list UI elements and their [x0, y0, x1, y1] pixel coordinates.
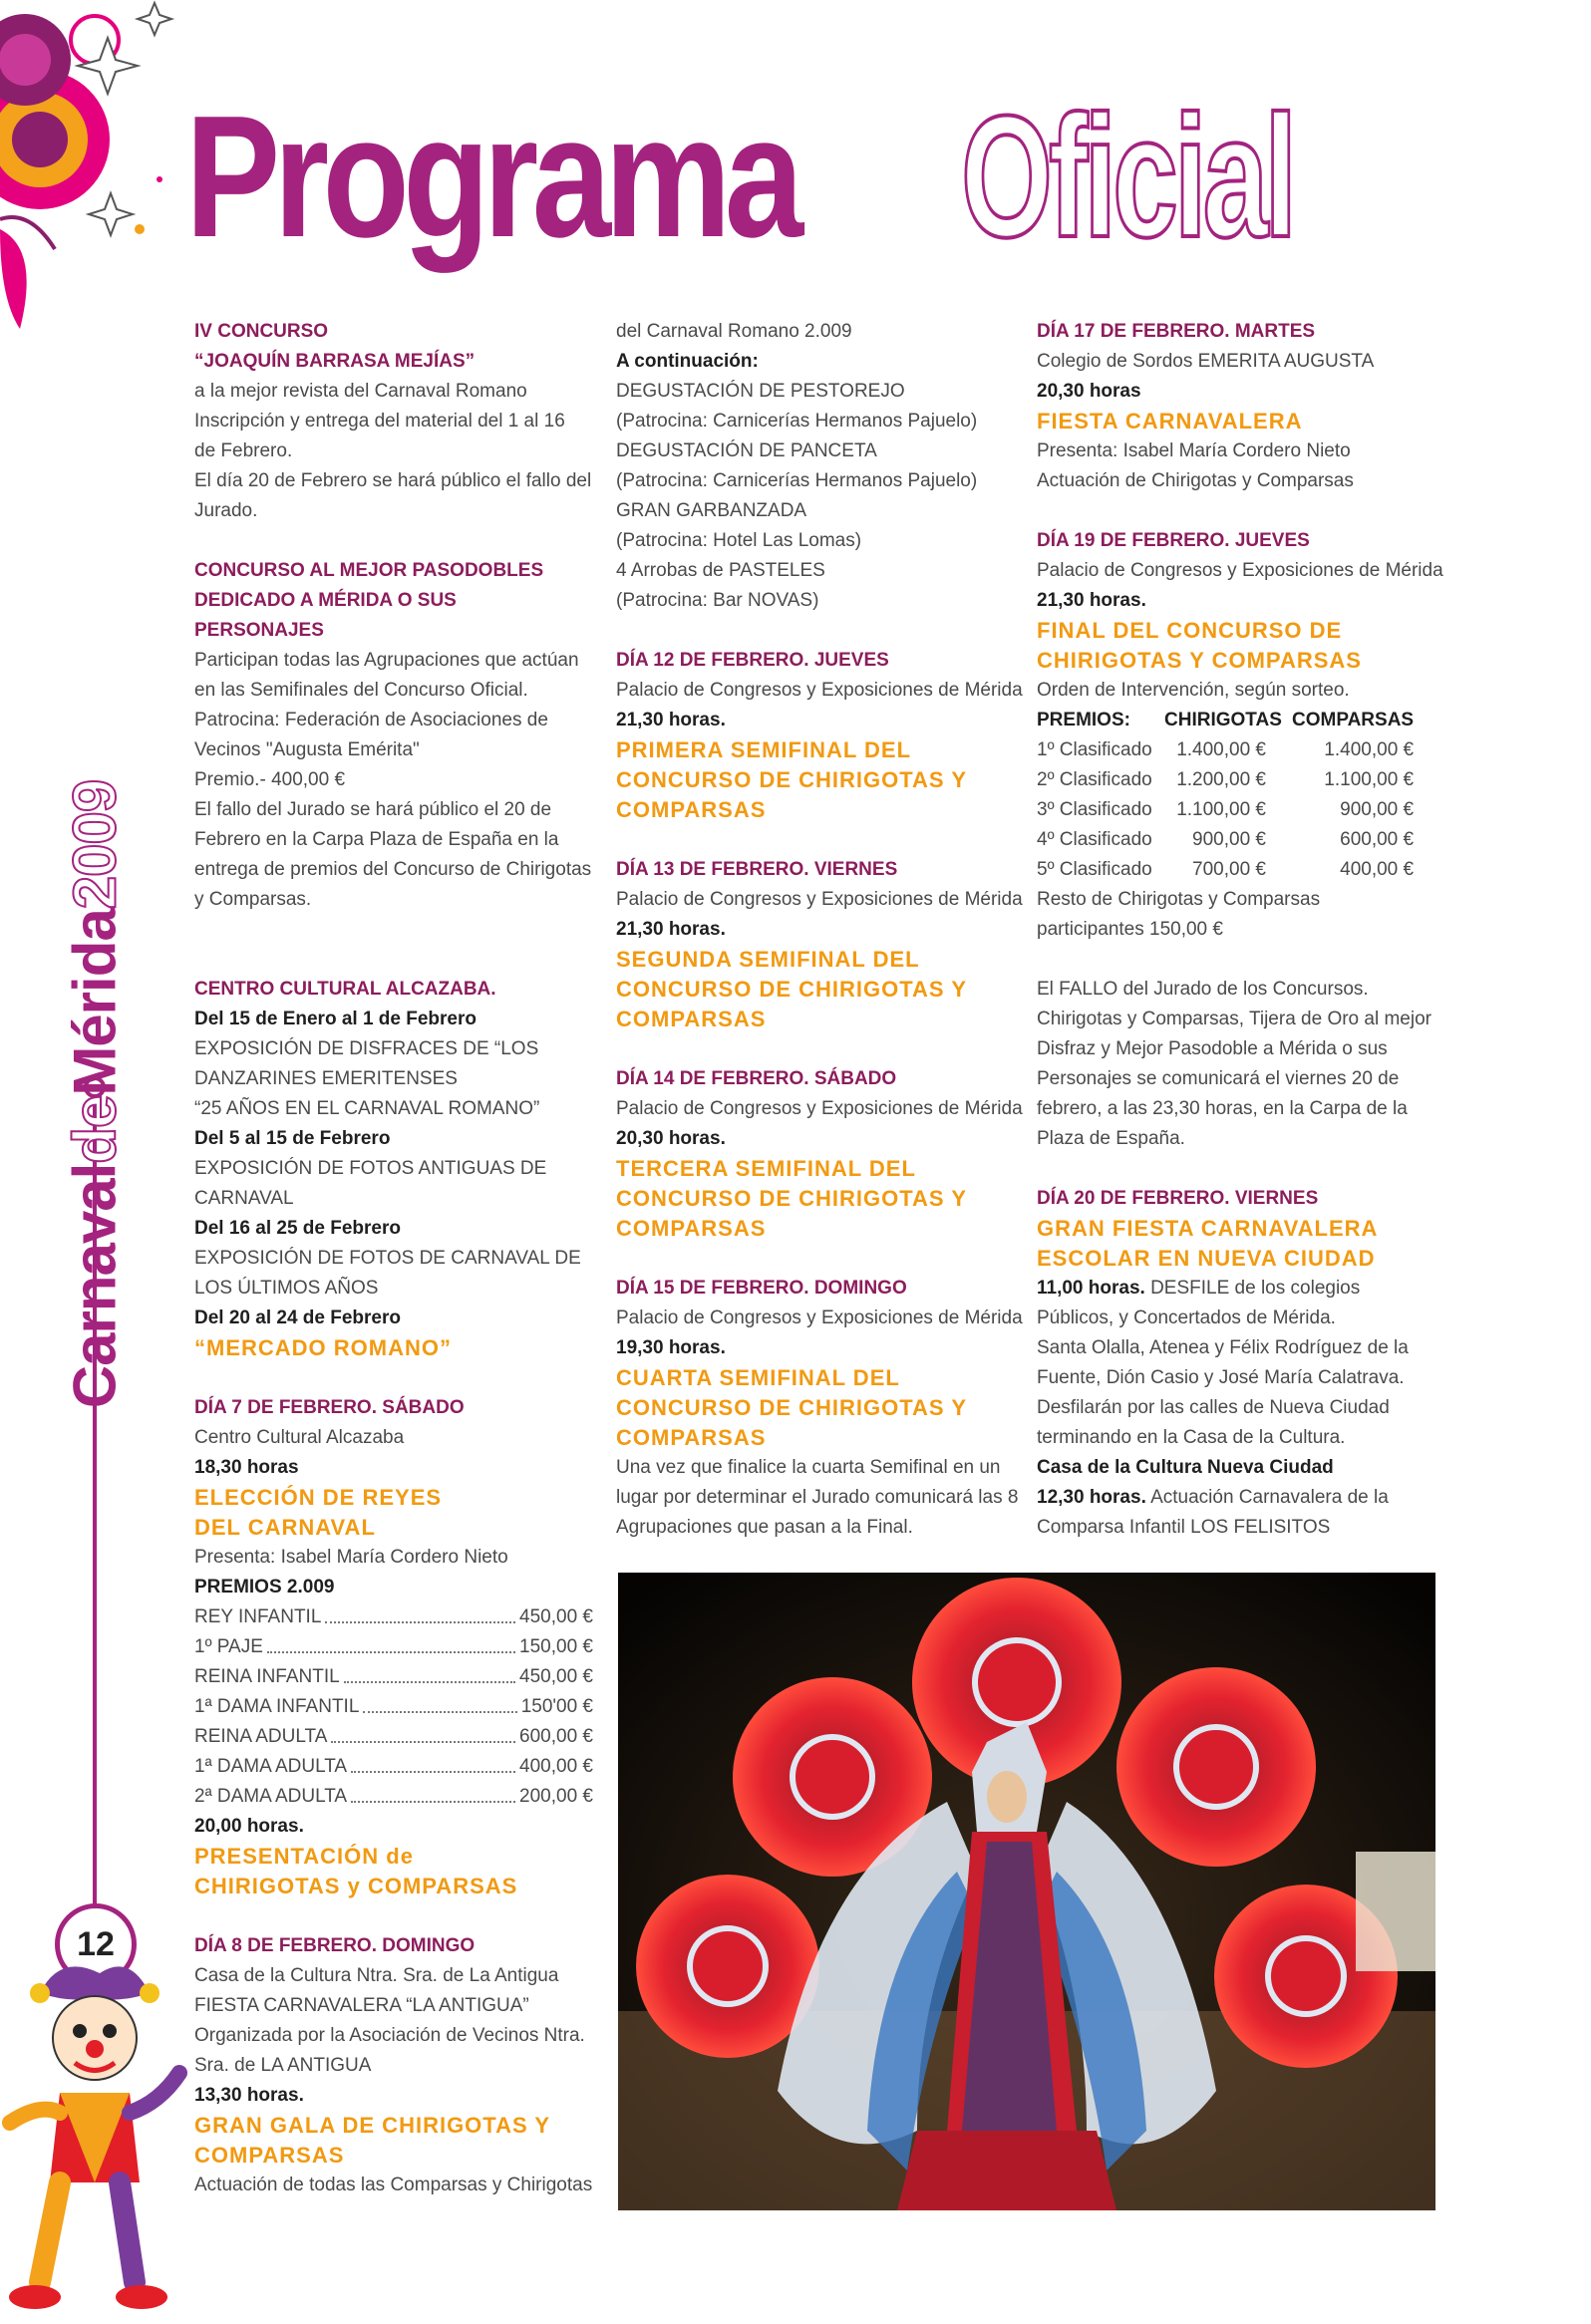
prize-amount: 400,00 € [519, 1756, 593, 1777]
dotted-leader [344, 1662, 515, 1683]
section-dia-19 [1037, 526, 1443, 945]
body-text: Actuación de Chirigotas y Comparsas [1037, 470, 1354, 491]
venue: Centro Cultural Alcazaba [194, 1427, 405, 1448]
body-text: Febrero en la Carpa Plaza de España en la [194, 829, 559, 850]
table-row [1037, 735, 1414, 765]
prize-label: 1ª DAMA ADULTA [194, 1756, 348, 1777]
dotted-leader [363, 1692, 516, 1713]
prize-row [194, 1662, 593, 1692]
event-title: GRAN FIESTA CARNAVALERA [1037, 1216, 1379, 1241]
table-row [1037, 825, 1414, 855]
section-heading: CONCURSO AL MEJOR PASODOBLES [194, 560, 544, 581]
date-range: Del 5 al 15 de Febrero [194, 1128, 391, 1149]
table-cell-position: 5º Clasificado [1037, 859, 1152, 880]
event-title: CHIRIGOTAS Y COMPARSAS [1037, 648, 1362, 673]
section-heading: DÍA 15 DE FEBRERO. DOMINGO [616, 1278, 907, 1299]
prize-row [194, 1632, 593, 1662]
section-heading: PERSONAJES [194, 620, 324, 641]
body-text: lugar por determinar el Jurado comunicará las 8 [616, 1487, 1019, 1508]
section-fallo-jurado [1037, 975, 1435, 1154]
event-time: 18,30 horas [194, 1457, 299, 1478]
dotted-leader [331, 1722, 515, 1743]
side-word-merida: Mérida [61, 909, 129, 1096]
side-year: 2009 [61, 779, 129, 910]
venue: Palacio de Congresos y Exposiciones de Mérida [616, 680, 1023, 701]
body-text: (Patrocina: Hotel Las Lomas) [616, 530, 862, 551]
carnival-costume-photo [618, 1573, 1435, 2210]
body-text: Premio.- 400,00 € [194, 769, 346, 790]
section-heading: IV CONCURSO [194, 321, 329, 342]
event-time: 12,30 horas. [1037, 1487, 1146, 1508]
venue: Casa de la Cultura Nueva Ciudad [1037, 1457, 1334, 1478]
event-title: TERCERA SEMIFINAL DEL [616, 1156, 916, 1181]
body-text: Resto de Chirigotas y Comparsas [1037, 889, 1321, 910]
event-title: COMPARSAS [616, 1216, 767, 1241]
venue: Palacio de Congresos y Exposiciones de Mérida [616, 1098, 1023, 1119]
body-text: 4 Arrobas de PASTELES [616, 560, 825, 581]
section-heading: DÍA 14 DE FEBRERO. SÁBADO [616, 1068, 897, 1089]
table-header-cell: CHIRIGOTAS [1164, 710, 1282, 730]
body-text: Presenta: Isabel María Cordero Nieto [1037, 440, 1351, 461]
body-text: DANZARINES EMERITENSES [194, 1068, 458, 1089]
column-1 [194, 317, 593, 2230]
event-title: COMPARSAS [616, 1425, 767, 1450]
event-time: 20,00 horas. [194, 1816, 304, 1837]
body-text: EXPOSICIÓN DE FOTOS DE CARNAVAL DE [194, 1248, 581, 1269]
body-text: Desfilarán por las calles de Nueva Ciudad [1037, 1397, 1390, 1418]
body-text: a la mejor revista del Carnaval Romano [194, 381, 527, 402]
venue: Palacio de Congresos y Exposiciones de Mérida [616, 889, 1023, 910]
prize-row [194, 1722, 593, 1752]
body-text: CARNAVAL [194, 1188, 294, 1209]
prize-label: 2ª DAMA ADULTA [194, 1786, 348, 1807]
title-programa: Programa [185, 79, 797, 273]
event-title: SEGUNDA SEMIFINAL DEL [616, 947, 920, 972]
body-text: Actuación Carnavalera de la [1150, 1487, 1389, 1508]
body-text: FIESTA CARNAVALERA “LA ANTIGUA” [194, 1995, 529, 2016]
dotted-leader [351, 1752, 515, 1773]
table-cell-comparsas: 1.400,00 € [1324, 739, 1415, 760]
body-text: Sra. de LA ANTIGUA [194, 2055, 372, 2076]
body-text: (Patrocina: Bar NOVAS) [616, 590, 819, 611]
section-heading: DÍA 19 DE FEBRERO. JUEVES [1037, 530, 1310, 551]
prize-label: 1ª DAMA INFANTIL [194, 1696, 360, 1717]
table-cell-chirigotas: 1.200,00 € [1176, 769, 1266, 790]
section-concurso-pasodobles [194, 556, 593, 915]
body-text: Participan todas las Agrupaciones que actúan [194, 650, 579, 671]
side-word-carnaval: Carnaval [61, 1163, 129, 1409]
body-text: y Comparsas. [194, 889, 312, 910]
prize-label: REY INFANTIL [194, 1606, 322, 1627]
column-2 [616, 317, 1023, 1573]
page-number: 12 [55, 1903, 137, 1985]
section-concurso-revista [194, 317, 593, 526]
dotted-leader [267, 1632, 515, 1653]
table-cell-chirigotas: 1.100,00 € [1176, 799, 1266, 820]
body-text: de Febrero. [194, 440, 293, 461]
prize-amount: 450,00 € [519, 1606, 593, 1627]
body-text: Organizada por la Asociación de Vecinos Ntra. [194, 2025, 585, 2046]
section-heading: DÍA 12 DE FEBRERO. JUEVES [616, 650, 889, 671]
venue: Palacio de Congresos y Exposiciones de Mérida [1037, 560, 1443, 581]
body-text: Chirigotas y Comparsas, Tijera de Oro al mejor [1037, 1009, 1432, 1029]
event-title: ELECCIÓN DE REYES [194, 1485, 443, 1510]
body-text: Una vez que finalice la cuarta Semifinal en un [616, 1457, 1001, 1478]
body-text: terminando en la Casa de la Cultura. [1037, 1427, 1346, 1448]
jester-illustration [0, 1953, 189, 2324]
section-dia-12 [616, 646, 1023, 825]
body-text: Orden de Intervención, según sorteo. [1037, 680, 1350, 701]
event-title: DEL CARNAVAL [194, 1515, 376, 1540]
table-header-cell: PREMIOS: [1037, 710, 1130, 730]
body-text: (Patrocina: Carnicerías Hermanos Pajuelo) [616, 411, 978, 432]
event-title: CONCURSO DE CHIRIGOTAS Y [616, 977, 967, 1002]
section-heading: DÍA 7 DE FEBRERO. SÁBADO [194, 1397, 465, 1418]
body-text: DEGUSTACIÓN DE PESTOREJO [616, 381, 905, 402]
table-header-cell: COMPARSAS [1292, 710, 1415, 730]
prize-amount: 450,00 € [519, 1666, 593, 1687]
prize-label: REINA INFANTIL [194, 1666, 340, 1687]
section-heading: DÍA 17 DE FEBRERO. MARTES [1037, 321, 1316, 342]
venue: Palacio de Congresos y Exposiciones de Mérida [616, 1307, 1023, 1328]
event-title: COMPARSAS [616, 797, 767, 822]
body-text: “25 AÑOS EN EL CARNAVAL ROMANO” [194, 1098, 540, 1119]
column-3 [1037, 317, 1443, 1573]
body-text: en las Semifinales del Concurso Oficial. [194, 680, 528, 701]
event-time: 21,30 horas. [616, 919, 726, 940]
date-range: Del 16 al 25 de Febrero [194, 1218, 401, 1239]
section-dia-7 [194, 1393, 593, 1901]
table-cell-comparsas: 600,00 € [1340, 829, 1415, 850]
body-text: Comparsa Infantil LOS FELISITOS [1037, 1517, 1331, 1538]
section-degustaciones [616, 317, 1015, 616]
body-text: El día 20 de Febrero se hará público el fallo del [194, 470, 592, 491]
event-time: 11,00 horas. [1037, 1278, 1145, 1299]
table-cell-position: 1º Clasificado [1037, 739, 1152, 760]
section-heading: CENTRO CULTURAL ALCAZABA. [194, 979, 496, 1000]
body-text: Jurado. [194, 500, 258, 521]
body-text: LOS ÚLTIMOS AÑOS [194, 1278, 379, 1299]
event-title: “MERCADO ROMANO” [194, 1335, 452, 1360]
body-text: Plaza de España. [1037, 1128, 1185, 1149]
date-range: Del 15 de Enero al 1 de Febrero [194, 1009, 477, 1029]
body-text: EXPOSICIÓN DE DISFRACES DE “LOS [194, 1038, 539, 1059]
table-cell-comparsas: 1.100,00 € [1324, 769, 1415, 790]
prize-amount: 600,00 € [519, 1726, 593, 1747]
event-title: PRIMERA SEMIFINAL DEL [616, 737, 912, 762]
event-time: 20,30 horas [1037, 381, 1141, 402]
body-text: GRAN GARBANZADA [616, 500, 807, 521]
section-dia-14 [616, 1064, 1023, 1244]
body-text: DEGUSTACIÓN DE PANCETA [616, 440, 877, 461]
event-title: CONCURSO DE CHIRIGOTAS Y [616, 767, 967, 792]
section-dia-15 [616, 1274, 1023, 1543]
event-time: 21,30 horas. [616, 710, 726, 730]
body-text: entrega de premios del Concurso de Chirigotas [194, 859, 592, 880]
table-row [1037, 795, 1414, 825]
event-time: 19,30 horas. [616, 1337, 726, 1358]
prize-amount: 150,00 € [519, 1636, 593, 1657]
table-cell-chirigotas: 1.400,00 € [1176, 739, 1266, 760]
body-text: El FALLO del Jurado de los Concursos. [1037, 979, 1369, 1000]
event-title: COMPARSAS [194, 2143, 345, 2168]
event-title: CONCURSO DE CHIRIGOTAS Y [616, 1186, 967, 1211]
section-dia-20 [1037, 1184, 1435, 1543]
event-title: FINAL DEL CONCURSO DE [1037, 618, 1343, 643]
date-range: Del 20 al 24 de Febrero [194, 1307, 401, 1328]
section-heading: DÍA 13 DE FEBRERO. VIERNES [616, 859, 898, 880]
prize-row [194, 1692, 593, 1722]
page-title [185, 79, 1294, 273]
prize-amount: 150'00 € [520, 1696, 593, 1717]
prize-row [194, 1782, 593, 1812]
side-word-de: de [61, 1095, 129, 1164]
body-text: febrero, a las 23,30 horas, en la Carpa de la [1037, 1098, 1408, 1119]
table-row [1037, 855, 1414, 885]
body-text: Santa Olalla, Atenea y Félix Rodríguez de la [1037, 1337, 1409, 1358]
table-cell-position: 2º Clasificado [1037, 769, 1152, 790]
body-text: Inscripción y entrega del material del 1 al 16 [194, 411, 565, 432]
event-time: 13,30 horas. [194, 2085, 304, 2106]
body-text: EXPOSICIÓN DE FOTOS ANTIGUAS DE [194, 1158, 547, 1179]
prizes-table-body [1037, 735, 1414, 885]
prize-label: 1º PAJE [194, 1636, 263, 1657]
section-centro-alcazaba [194, 975, 593, 1363]
body-text: Públicos, y Concertados de Mérida. [1037, 1307, 1336, 1328]
section-heading: DÍA 8 DE FEBRERO. DOMINGO [194, 1935, 476, 1956]
prize-list [194, 1602, 593, 1812]
section-heading: DEDICADO A MÉRIDA O SUS [194, 590, 457, 611]
event-title: COMPARSAS [616, 1007, 767, 1031]
title-oficial: Oficial [961, 79, 1294, 273]
subheading: A continuación: [616, 351, 759, 372]
body-text: del Carnaval Romano 2.009 [616, 321, 852, 342]
body-text: DESFILE de los colegios [1150, 1278, 1361, 1299]
body-text: Patrocina: Federación de Asociaciones de [194, 710, 548, 730]
event-title: CHIRIGOTAS y COMPARSAS [194, 1874, 518, 1898]
body-text: Actuación de todas las Comparsas y Chirigotas [194, 2175, 593, 2195]
table-cell-comparsas: 900,00 € [1340, 799, 1415, 820]
table-row [1037, 765, 1414, 795]
prizes-table-header [1037, 706, 1414, 735]
body-text: Vecinos "Augusta Emérita" [194, 739, 420, 760]
prize-row [194, 1752, 593, 1782]
prize-amount: 200,00 € [519, 1786, 593, 1807]
body-text: Agrupaciones que pasan a la Final. [616, 1517, 913, 1538]
table-cell-position: 3º Clasificado [1037, 799, 1152, 820]
event-title: GRAN GALA DE CHIRIGOTAS Y [194, 2113, 551, 2138]
table-cell-chirigotas: 900,00 € [1192, 829, 1266, 850]
event-time: 20,30 horas. [616, 1128, 726, 1149]
body-text: Personajes se comunicará el viernes 20 de [1037, 1068, 1400, 1089]
venue: Casa de la Cultura Ntra. Sra. de La Antigua [194, 1965, 559, 1986]
table-cell-comparsas: 400,00 € [1340, 859, 1415, 880]
dotted-leader [351, 1782, 515, 1803]
section-dia-17 [1037, 317, 1435, 496]
event-title: CONCURSO DE CHIRIGOTAS Y [616, 1395, 967, 1420]
event-title: ESCOLAR EN NUEVA CIUDAD [1037, 1246, 1376, 1271]
table-cell-position: 4º Clasificado [1037, 829, 1152, 850]
prize-label: REINA ADULTA [194, 1726, 328, 1747]
body-text: El fallo del Jurado se hará público el 20 de [194, 799, 552, 820]
event-title: FIESTA CARNAVALERA [1037, 409, 1303, 434]
dotted-leader [325, 1602, 515, 1623]
table-cell-chirigotas: 700,00 € [1192, 859, 1266, 880]
venue: Colegio de Sordos EMERITA AUGUSTA [1037, 351, 1375, 372]
event-time: 21,30 horas. [1037, 590, 1146, 611]
event-title: CUARTA SEMIFINAL DEL [616, 1365, 900, 1390]
section-heading: “JOAQUÍN BARRASA MEJÍAS” [194, 351, 476, 372]
section-dia-8 [194, 1931, 593, 2200]
prize-row [194, 1602, 593, 1632]
body-text: Fuente, Dión Casio y José María Calatrava. [1037, 1367, 1405, 1388]
section-dia-13 [616, 855, 1023, 1034]
body-text: Disfraz y Mejor Pasodoble a Mérida o sus [1037, 1038, 1388, 1059]
body-text: participantes 150,00 € [1037, 919, 1223, 940]
body-text: Presenta: Isabel María Cordero Nieto [194, 1547, 508, 1568]
event-title: PRESENTACIÓN de [194, 1844, 414, 1869]
section-heading: DÍA 20 DE FEBRERO. VIERNES [1037, 1188, 1319, 1209]
body-text: (Patrocina: Carnicerías Hermanos Pajuelo) [616, 470, 978, 491]
prizes-heading: PREMIOS 2.009 [194, 1577, 335, 1598]
prizes-table [1037, 706, 1414, 885]
